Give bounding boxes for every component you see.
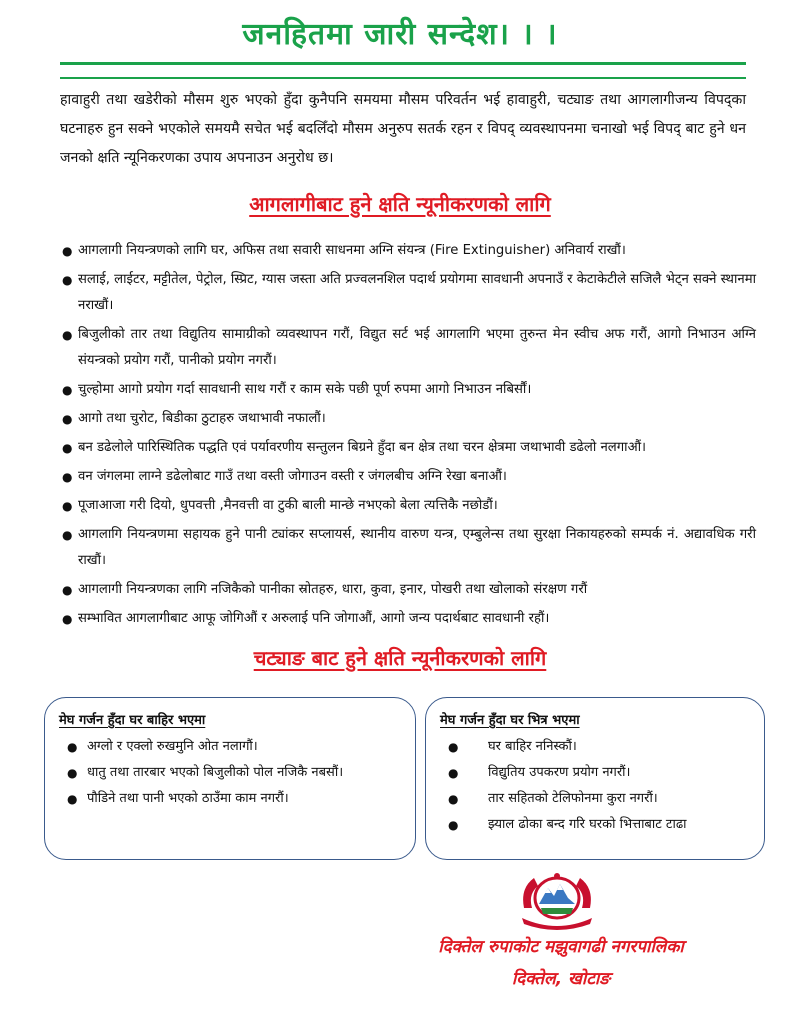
list-item: ● तार सहितको टेलिफोनमा कुरा नगरौं। [440, 786, 750, 812]
list-item: ● झ्याल ढोका बन्द गरि घरको भित्ताबाट टाढा [440, 812, 750, 838]
lightning-heading: चट्याङ बाट हुने क्षति न्यूनीकरणको लागि [253, 646, 547, 670]
outside-box [44, 697, 416, 860]
bullet-icon: ● [62, 583, 73, 597]
list-item: ● विद्युतिय उपकरण प्रयोग नगरौं। [440, 760, 750, 786]
inside-box [425, 697, 765, 860]
bullet-icon: ● [67, 740, 78, 754]
list-item: ● आगलागी नियन्त्रणको लागि घर, अफिस तथा सवारी साधनमा अग्नि संयन्त्र (Fire Extinguisher) अनिवार्य राखौं। [60, 238, 756, 264]
list-item: ● आगलागी नियन्त्रणका लागि नजिकैको पानीका स्रोतहरु, धारा, कुवा, इनार, पोखरी तथा खोलाको संरक्षण गरौं [60, 577, 756, 603]
nepal-government-emblem-icon [514, 868, 600, 932]
bullet-icon: ● [62, 499, 73, 513]
bullet-icon: ● [62, 328, 73, 342]
list-item: ● आगलागि नियन्त्रणमा सहायक हुने पानी ट्यांकर सप्लायर्स, स्थानीय वारुण यन्त्र, एम्बुलेन्स तथा सुरक्षा निकायहरुको सम्पर्क नं. अद्यावधिक गरी राखौं। [60, 522, 756, 574]
bullet-icon: ● [67, 792, 78, 806]
list-item: ● पौडिने तथा पानी भएको ठाउँमा काम नगरौं। [59, 786, 401, 812]
page-title: जनहितमा जारी सन्देश। । । [242, 17, 558, 52]
list-item: ● बिजुलीको तार तथा विद्युतिय सामाग्रीको व्यवस्थापन गरौं, विद्युत सर्ट भई आगलागि भएमा तुरुन्त मेन स्वीच अफ गरौं, आगो निभाउन अग्नि संयन्त्रको प्रयोग गरौं, पानीको प्रयोग नगरौं। [60, 322, 756, 374]
bullet-icon: ● [448, 766, 459, 780]
bullet-icon: ● [62, 612, 73, 626]
bullet-icon: ● [62, 383, 73, 397]
list-item: ● धातु तथा तारबार भएको बिजुलीको पोल नजिकै नबसौं। [59, 760, 401, 786]
inside-box-title: मेघ गर्जन हुँदा घर भित्र भएमा [440, 713, 580, 728]
office-place: दिक्तेल, खोटाङ [511, 969, 611, 989]
bullet-icon: ● [448, 818, 459, 832]
bullet-icon: ● [62, 528, 73, 542]
bullet-icon: ● [62, 470, 73, 484]
list-item: ● घर बाहिर ननिस्कौं। [440, 734, 750, 760]
list-item: ● बन डढेलोले पारिस्थितिक पद्धति एवं पर्यावरणीय सन्तुलन बिग्रने हुँदा बन क्षेत्र तथा चरन क्षेत्रमा जथाभावी डढेलो नलगाऔं। [60, 435, 756, 461]
list-item: ● सम्भावित आगलागीबाट आफू जोगिऔं र अरुलाई पनि जोगाऔं, आगो जन्य पदार्थबाट सावधानी रहौं। [60, 606, 756, 632]
fire-heading: आगलागीबाट हुने क्षति न्यूनीकरणको लागि [249, 192, 551, 216]
title-rule-top [60, 62, 746, 65]
list-item: ● वन जंगलमा लाग्ने डढेलोबाट गाउँ तथा वस्ती जोगाउन वस्ती र जंगलबीच अग्नि रेखा बनाऔं। [60, 464, 756, 490]
bullet-icon: ● [448, 792, 459, 806]
list-item: ● अग्लो र एक्लो रुखमुनि ओत नलागौं। [59, 734, 401, 760]
list-item: ● सलाई, लाईटर, मट्टीतेल, पेट्रोल, स्प्रिट, ग्यास जस्ता अति प्रज्वलनशिल पदार्थ प्रयोगमा सावधानी अपनाउँ र केटाकेटीले सजिलै भेट्न सक्ने स्थानमा नराखौं। [60, 267, 756, 319]
bullet-icon: ● [62, 441, 73, 455]
bullet-icon: ● [62, 412, 73, 426]
bullet-icon: ● [62, 244, 73, 258]
bullet-icon: ● [67, 766, 78, 780]
intro-paragraph: हावाहुरी तथा खडेरीको मौसम शुरु भएको हुँदा कुनैपनि समयमा मौसम परिवर्तन भई हावाहुरी, चट्याङ तथा आगलागीजन्य विपद्का घटनाहरु हुन सक्ने भएकोले समयमै सचेत भई बदलिँदो मौसम अनुरुप सतर्क रहन र विपद् व्यवस्थापनमा चनाखो भई विपद् बाट हुने धन जनको क्षति न्यूनिकरणका उपाय अपनाउन अनुरोध छ। [60, 92, 746, 166]
office-name: दिक्तेल रुपाकोट मझुवागढी नगरपालिका [438, 937, 684, 957]
bullet-icon: ● [448, 740, 459, 754]
list-item: ● चुल्होमा आगो प्रयोग गर्दा सावधानी साथ गरौं र काम सके पछी पूर्ण रुपमा आगो निभाउन नबिर्सौं। [60, 377, 756, 403]
title-rule-bottom [60, 77, 746, 79]
list-item: ● पूजाआजा गरी दियो, धुपवत्ती ,मैनवत्ती वा टुकी बाली मान्छे नभएको बेला त्यत्तिकै नछोडौं। [60, 493, 756, 519]
fire-list [60, 238, 756, 635]
outside-box-title: मेघ गर्जन हुँदा घर बाहिर भएमा [59, 713, 206, 728]
list-item: ● आगो तथा चुरोट, बिडीका ठुटाहरु जथाभावी नफालौं। [60, 406, 756, 432]
bullet-icon: ● [62, 273, 73, 287]
